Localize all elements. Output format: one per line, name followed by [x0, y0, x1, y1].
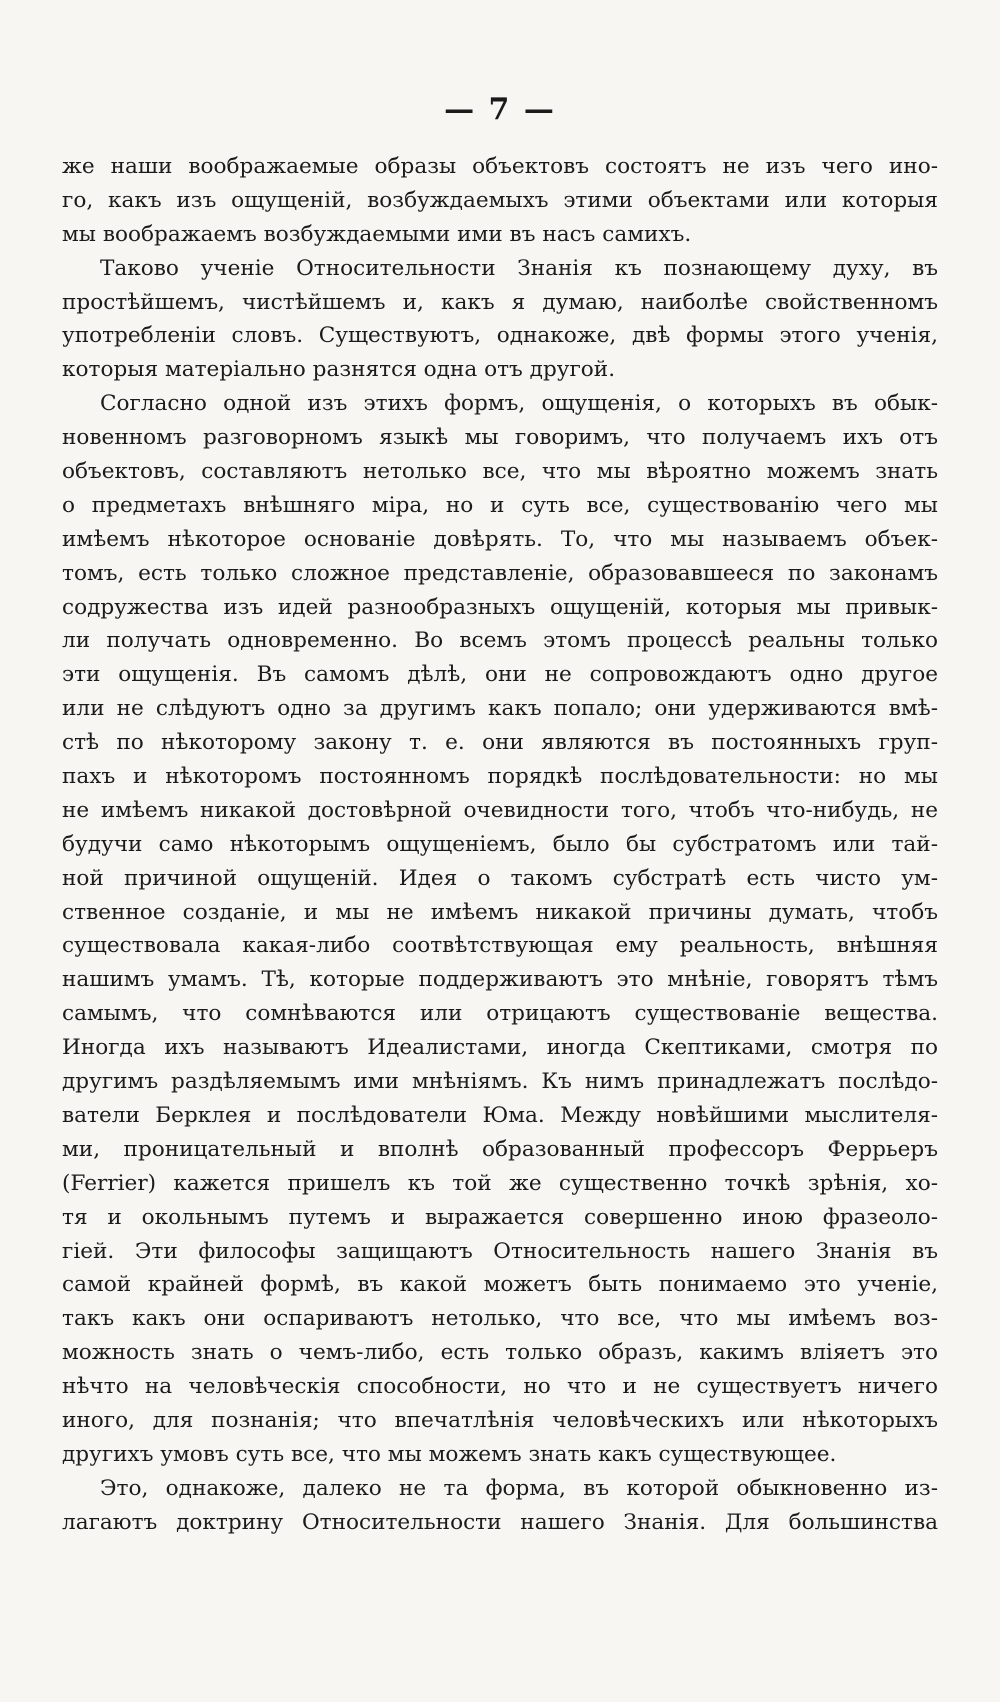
text-line: содружества изъ идей разнообразныхъ ощущеній, которыя мы привык- — [62, 594, 938, 620]
text-line: мы воображаемъ возбуждаемыми ими въ насъ самихъ. — [62, 221, 692, 247]
text-line: употребленіи словъ. Существуютъ, однакоже, двѣ формы этого ученія, — [62, 323, 938, 349]
text-line: томъ, есть только сложное представленіе, образовавшееся по законамъ — [62, 560, 938, 586]
text-line: Это, однакоже, далеко не та форма, въ которой обыкновенно из- — [100, 1475, 938, 1501]
text-line: нашимъ умамъ. Тѣ, которые поддерживаютъ это мнѣніе, говорятъ тѣмъ — [62, 967, 938, 993]
text-line: пахъ и нѣкоторомъ постоянномъ порядкѣ послѣдовательности: но мы — [62, 764, 938, 790]
text-line: (Ferrier) кажется пришелъ къ той же существенно точкѣ зрѣнія, хо- — [62, 1170, 938, 1196]
text-line: имѣемъ нѣкоторое основаніе довѣрять. То, что мы называемъ объек- — [62, 526, 938, 552]
text-line: такъ какъ они оспариваютъ нетолько, что все, что мы имѣемъ воз- — [62, 1306, 938, 1332]
text-line: другихъ умовъ суть все, что мы можемъ знать какъ существующее. — [62, 1441, 837, 1467]
text-line: не имѣемъ никакой достовѣрной очевидности того, чтобъ что-нибудь, не — [62, 797, 938, 823]
text-line: Иногда ихъ называютъ Идеалистами, иногда Скептиками, смотря по — [62, 1035, 938, 1061]
text-line: новенномъ разговорномъ языкѣ мы говоримъ, что получаемъ ихъ отъ — [62, 425, 938, 451]
text-line: о предметахъ внѣшняго міра, но и суть все, существованію чего мы — [62, 492, 938, 518]
text-line: гіей. Эти философы защищаютъ Относительность нашего Знанія въ — [62, 1238, 938, 1264]
text-line: тя и окольнымъ путемъ и выражается совершенно иною фразеоло- — [62, 1204, 938, 1230]
text-line: или не слѣдуютъ одно за другимъ какъ попало; они удерживаются вмѣ- — [62, 696, 938, 722]
text-line: нѣчто на человѣческія способности, но что и не существуетъ ничего — [62, 1374, 938, 1400]
text-line: Согласно одной изъ этихъ формъ, ощущенія, о которыхъ въ обык- — [100, 391, 938, 417]
text-line: будучи само нѣкоторымъ ощущеніемъ, было бы субстратомъ или тай- — [62, 831, 938, 857]
text-line: го, какъ изъ ощущеній, возбуждаемыхъ этими объектами или которыя — [62, 187, 938, 213]
text-line: существовала какая-либо соотвѣтствующая ему реальность, внѣшняя — [62, 933, 938, 959]
text-line: простѣйшемъ, чистѣйшемъ и, какъ я думаю, наиболѣе свойственномъ — [62, 289, 938, 315]
page-number: — 7 — — [444, 92, 556, 127]
text-line: ли получать одновременно. Во всемъ этомъ процессѣ реальны только — [62, 628, 938, 654]
text-line: ми, проницательный и вполнѣ образованный профессоръ Феррьеръ — [62, 1136, 938, 1162]
text-line: можность знать о чемъ-либо, есть только образъ, какимъ вліяетъ это — [62, 1340, 938, 1366]
text-line: эти ощущенія. Въ самомъ дѣлѣ, они не сопровождаютъ одно другое — [62, 662, 938, 688]
body-text — [62, 150, 938, 1540]
text-line: которыя матеріально разнятся одна отъ другой. — [62, 357, 616, 383]
text-line: же наши воображаемые образы объектовъ состоятъ не изъ чего ино- — [62, 154, 938, 179]
text-line: объектовъ, составляютъ нетолько все, что мы вѣроятно можемъ знать — [62, 459, 938, 485]
text-line: ственное созданіе, и мы не имѣемъ никакой причины думать, чтобъ — [62, 899, 938, 925]
text-line: стѣ по нѣкоторому закону т. е. они являются въ постоянныхъ груп- — [62, 730, 938, 756]
text-line: ватели Берклея и послѣдователи Юма. Между новѣйшими мыслителя- — [62, 1102, 938, 1128]
text-line: ной причиной ощущеній. Идея о такомъ субстратѣ есть чисто ум- — [62, 865, 938, 891]
text-line: самой крайней формѣ, въ какой можетъ быть понимаемо это ученіе, — [62, 1272, 938, 1298]
text-line: лагаютъ доктрину Относительности нашего Знанія. Для большинства — [62, 1509, 938, 1535]
text-line: другимъ раздѣляемымъ ими мнѣніямъ. Къ нимъ принадлежатъ послѣдо- — [62, 1069, 938, 1095]
text-line: самымъ, что сомнѣваются или отрицаютъ существованіе вещества. — [62, 1001, 938, 1027]
text-line: Таково ученіе Относительности Знанія къ познающему духу, въ — [100, 255, 938, 281]
text-line: иного, для познанія; что впечатлѣнія человѣческихъ или нѣкоторыхъ — [62, 1407, 938, 1433]
